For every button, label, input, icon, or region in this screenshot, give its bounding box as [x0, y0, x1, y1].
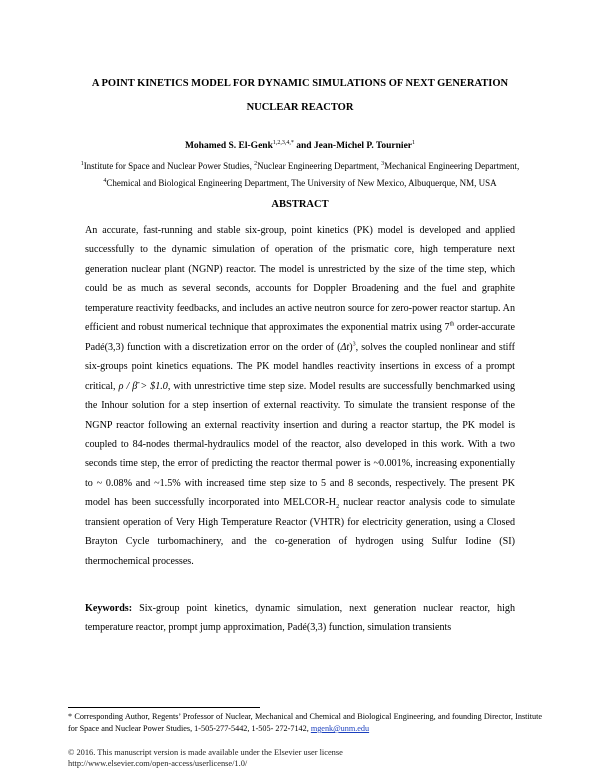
- affiliation-1-marker: 1: [80, 161, 84, 167]
- affiliation-line-2: [40, 178, 560, 188]
- keywords-label: Keywords:: [85, 603, 133, 614]
- affiliation-1: Institute for Space and Nuclear Power Studies,: [83, 161, 255, 171]
- affiliation-4-marker: 4: [103, 178, 107, 184]
- corresponding-author-footnote: [68, 711, 542, 735]
- abstract-text-2: order-accurate Padé(3,3) function with a discretization error on the order of (: [85, 322, 515, 353]
- affiliation-3: Mechanical Engineering Department,: [384, 161, 520, 171]
- title-line-2: NUCLEAR REACTOR: [246, 102, 354, 113]
- author-1: Mohamed S. El-Genk: [184, 141, 273, 152]
- keywords: [85, 599, 515, 638]
- license-notice: [68, 747, 548, 769]
- license-line-1: © 2016. This manuscript version is made available under the Elsevier user license: [68, 748, 343, 757]
- author-email-link[interactable]: mgenk@unm.edu: [310, 724, 370, 733]
- abstract-delta-t: Δt: [340, 341, 350, 353]
- abstract-text-3: ): [349, 341, 353, 353]
- abstract-text-4: , solves the coupled nonlinear and stiff six-groups point kinetics equations. The PK model handles reactivity insertions in excess of a prompt critical,: [85, 341, 515, 392]
- footnote-text: * Corresponding Author, Regents’ Professor of Nuclear, Mechanical and Chemical and Biological Engineering, and founding Director, Institute for Space and Nuclear Power Studies, 1-505-277-5442, 1-505- 272-7142,: [68, 712, 542, 733]
- affiliation-2-marker: 2: [254, 161, 258, 167]
- keywords-text: Six-group point kinetics, dynamic simulation, next generation nuclear reactor, high temperature reactor, prompt jump approximation, Padé(3,3) function, simulation transients: [85, 603, 515, 634]
- author-2: and Jean-Michel P. Tournier: [293, 141, 413, 152]
- abstract-text-6: nuclear reactor analysis code to simulate transient operation of Very High Temperature Reactor (VHTR) for electricity generation, using a Closed Brayton Cycle turbomachinery, and the co-generation of hydrogen using Sulfur Iodine (SI) thermochemical processes.: [85, 497, 515, 567]
- title-line-1: A POINT KINETICS MODEL FOR DYNAMIC SIMULATIONS OF NEXT GENERATION: [91, 78, 509, 89]
- affiliation-4: Chemical and Biological Engineering Department, The University of New Mexico, Albuquerque, NM, USA: [106, 178, 497, 188]
- license-url[interactable]: http://www.elsevier.com/open-access/userlicense/1.0/: [68, 759, 248, 768]
- author-2-affiliations: 1: [412, 140, 416, 146]
- footnote-rule: [68, 707, 260, 708]
- affiliation-3-marker: 3: [381, 161, 385, 167]
- author-1-affiliations: 1,2,3,4,*: [272, 140, 294, 146]
- abstract-text-1: An accurate, fast-running and stable six-group, point kinetics (PK) model is developed and applied successfully to the dynamic simulation of operation of the prismatic core, high temperature next generation nuclear plant (NGNP) reactor. The model is unrestricted by the size of the time step, which could be as much as several seconds, accounts for Doppler Broadening and the fuel and graphite temperature reactivity feedbacks, and includes an active neutron source for zero-power reactor startup. An efficient and robust numerical technique that approximates the exponential matrix using 7: [85, 225, 515, 334]
- abstract-heading: ABSTRACT: [271, 199, 329, 210]
- affiliation-line-1: [40, 161, 560, 171]
- affiliation-2: Nuclear Engineering Department,: [257, 161, 382, 171]
- author-line: [40, 140, 560, 151]
- abstract-reactivity-expr: ρ / β̄ > $1.0: [118, 380, 168, 392]
- abstract-sub-2: 2: [336, 504, 340, 511]
- abstract-text-5: , with unrestrictive time step size. Model results are successfully benchmarked using the Inhour solution for a step insertion of external reactivity. To simulate the transient response of the NGNP reactor following an external reactivity insertion and during a reactor startup, the PK model is coupled to 84-nodes thermal-hydraulics model of the reactor, also developed in this work. With a two seconds time step, the error of predicting the reactor thermal power is ~0.001%, increasing exponentially to ~ 0.08% and ~1.5% with increased time step size to 5 and 8 seconds, respectively. The present PK model has been successfully incorporated into MELCOR-H: [85, 380, 516, 509]
- paper-title: [60, 72, 540, 120]
- abstract-body: [85, 221, 515, 571]
- abstract-sup-3: 3: [352, 341, 356, 348]
- abstract-sup-th: th: [449, 321, 455, 328]
